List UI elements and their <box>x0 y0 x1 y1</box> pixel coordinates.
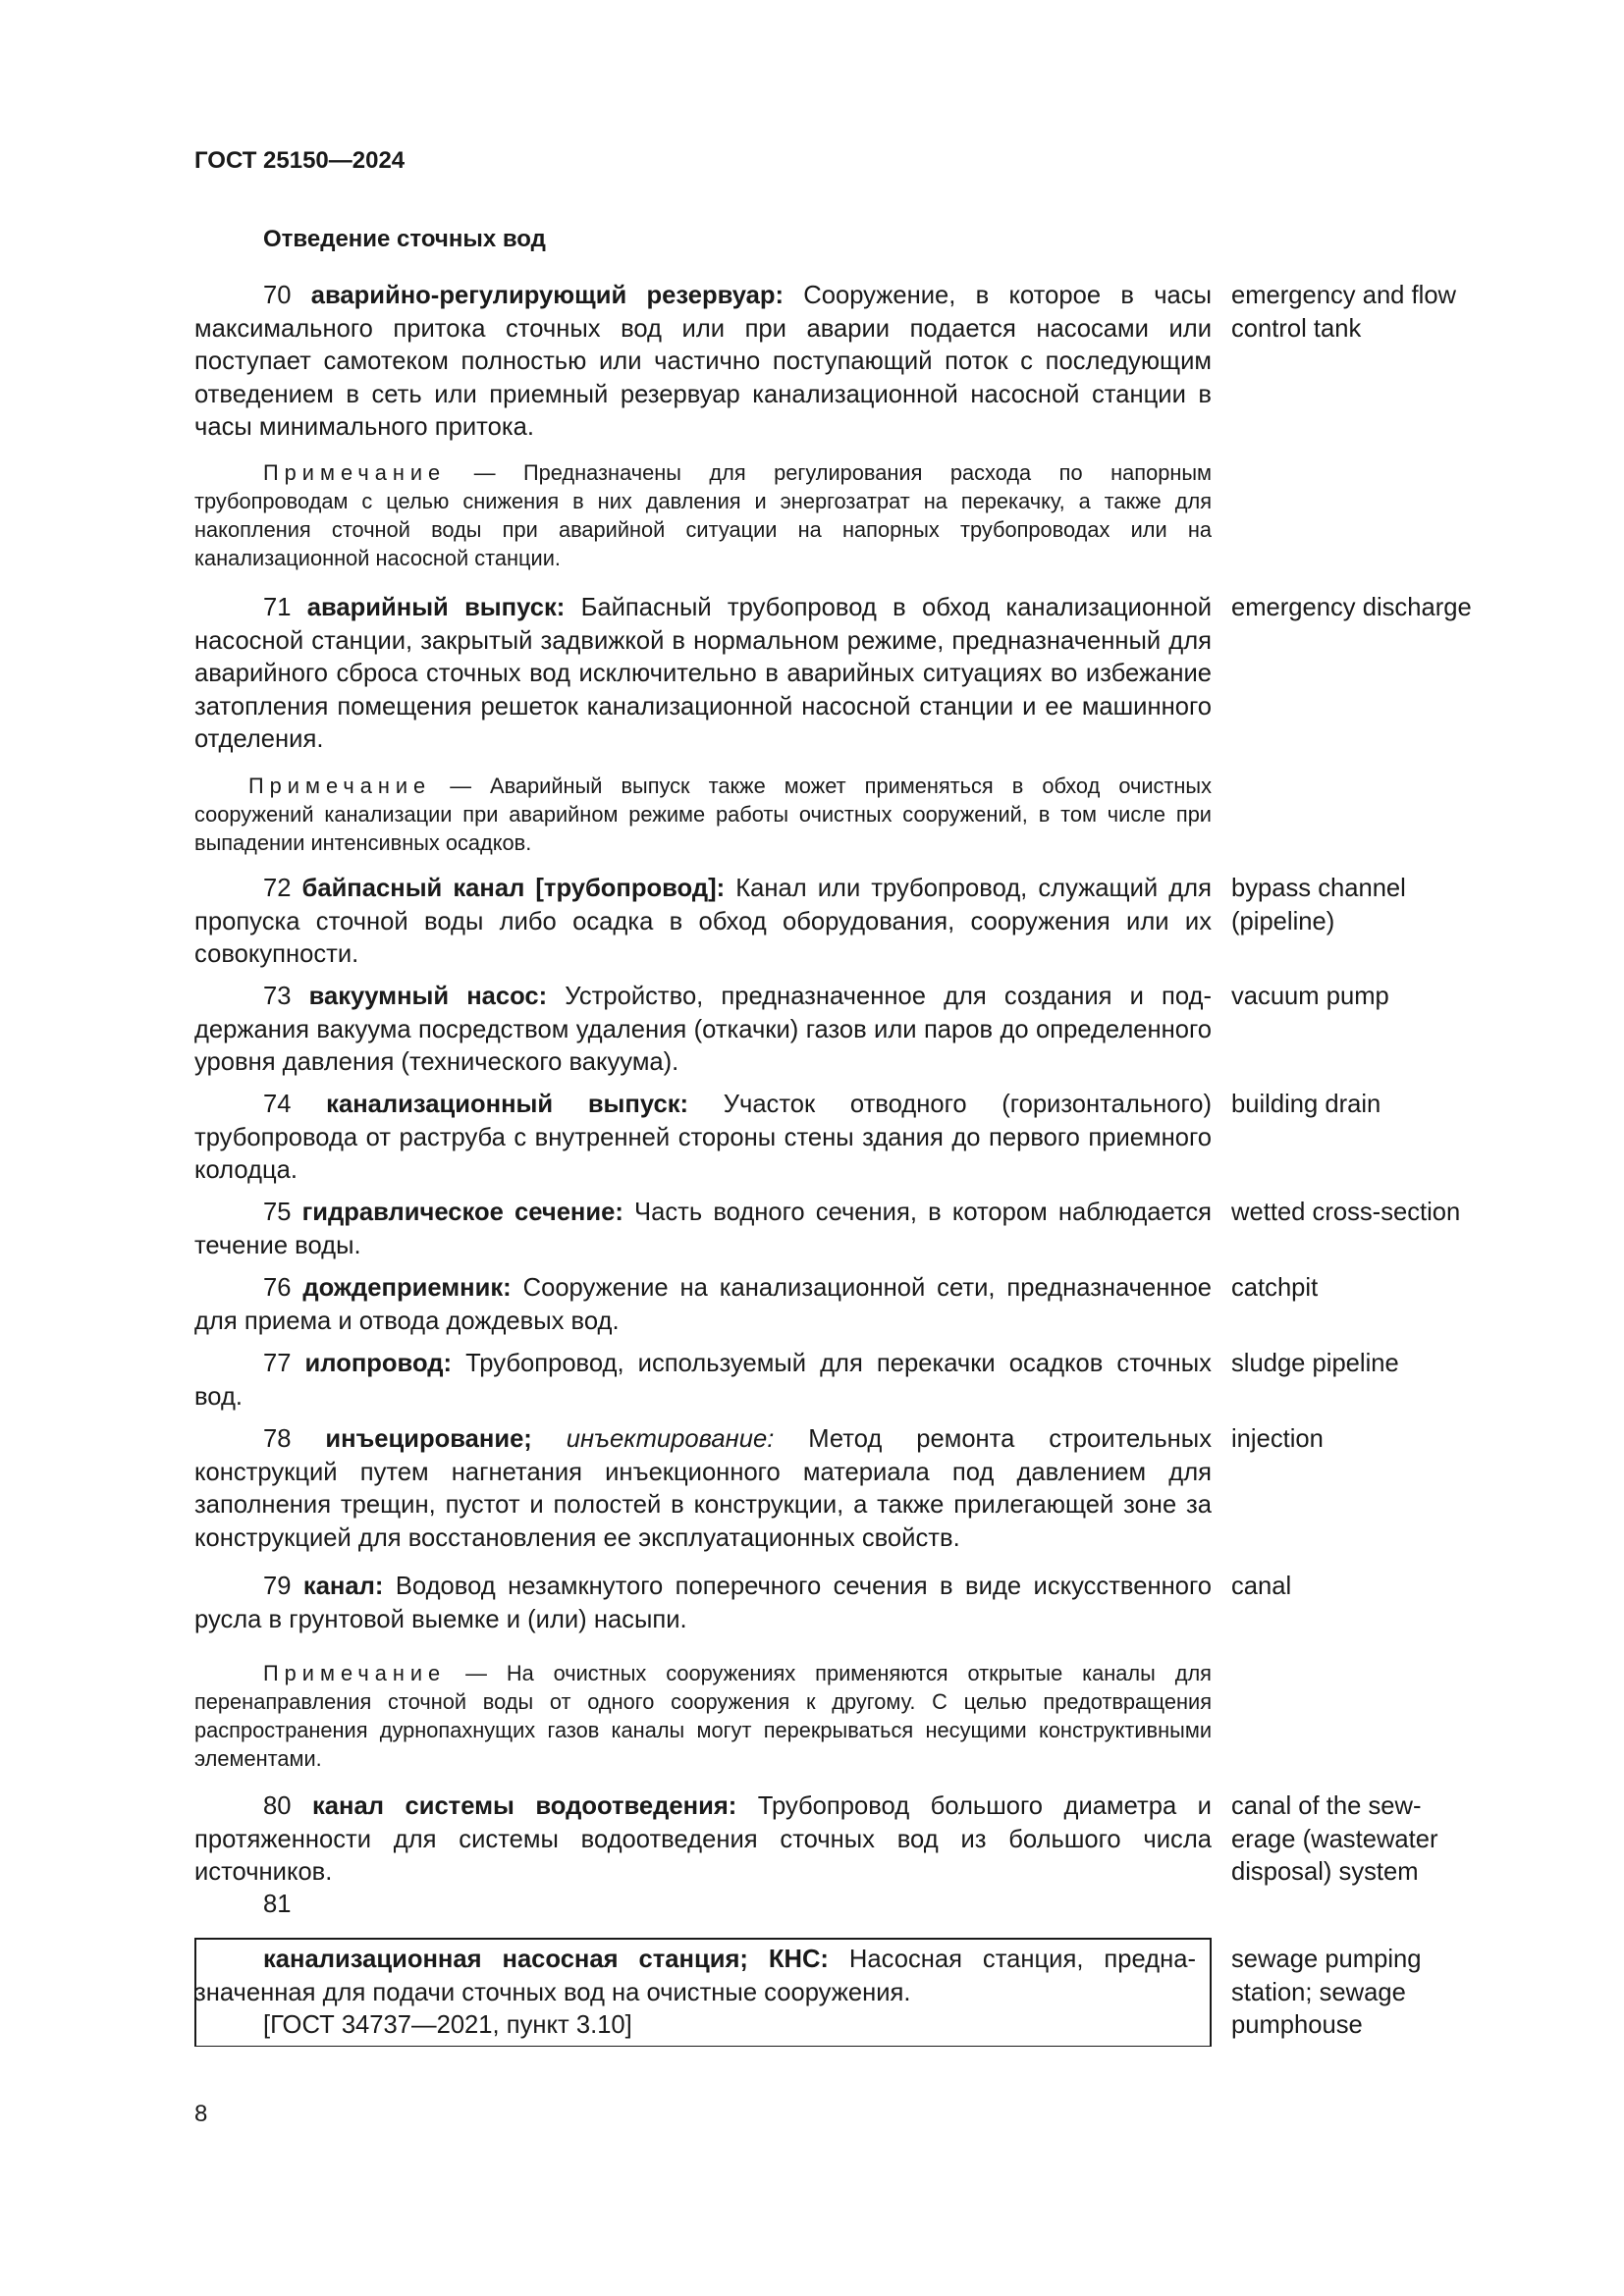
term-definition: Байпасный трубопровод в обход канализационной насосной станции, закрытый задвижкой в нормальном режиме, предназначенный для аварийного сброса сточных вод исключительно в аварийных ситуациях во избежание затопления помещения решеток канализационной насосной станции и ее машинного отделения. <box>194 594 1212 753</box>
term-entry-75 <box>194 1197 1212 1262</box>
note-text: — Предназначены для регулирования расхода по напорным трубопроводам с целью снижения в них давления и энергозатрат на перекачку, а также для накопления сточной воды при аварийной ситуации на напорных трубопроводах или на канализационной насосной станции. <box>194 460 1213 570</box>
term-english: sewage pumping station; sewage pumphouse <box>1231 1946 1422 2039</box>
term-entry-81 <box>194 1944 1196 2043</box>
term-name: аварийный выпуск: <box>306 594 566 621</box>
term-definition: Часть водного сечения, в котором наблюдается течение воды. <box>194 1199 1212 1259</box>
term-english: canal of the sewerage (wastewater disposal) system <box>1231 1792 1438 1886</box>
term-synonym: инъектирование: <box>566 1425 775 1453</box>
term-english: building drain <box>1231 1091 1381 1118</box>
frame-bottom-line <box>194 2046 1210 2047</box>
term-english: injection <box>1231 1425 1324 1453</box>
term-definition: Трубопровод, используемый для перекачки осадков сточных вод. <box>194 1350 1212 1411</box>
term-english: canal <box>1231 1573 1292 1600</box>
term-definition: Канал или трубопровод, служащий для пропуска сточной воды либо осадка в обход оборудования, сооружения или их совокупности. <box>194 875 1212 968</box>
note-label: Примечание <box>263 1661 447 1685</box>
term-number: 80 <box>263 1792 292 1820</box>
term-name: канал: <box>302 1573 384 1600</box>
term-entry-72 <box>194 873 1212 972</box>
term-name: инъецирование; <box>325 1425 532 1453</box>
note-label: Примечание <box>263 460 447 485</box>
term-note-79 <box>194 1659 1212 1773</box>
term-definition: Трубопровод большого диаметра и протяженности для системы водоотведения сточных вод из большого числа источников. <box>194 1792 1212 1886</box>
page-number: 8 <box>194 2101 208 2127</box>
term-english: emergency and flow control tank <box>1231 282 1457 343</box>
term-definition: Водовод незамкнутого поперечного сечения в виде искусственного русла в грунтовой выемке и (или) насыпи. <box>194 1573 1212 1633</box>
term-number: 74 <box>263 1091 292 1118</box>
term-number-81: 81 <box>263 1891 292 1918</box>
term-entry-74 <box>194 1089 1212 1188</box>
term-name: канализационный выпуск: <box>326 1091 689 1118</box>
term-name: канал системы водоотведения: <box>311 1792 737 1820</box>
term-definition: Участок отводного (горизонтального) трубопровода от раструба с внутренней стороны стены здания до первого приемного колодца. <box>194 1091 1212 1184</box>
term-entry-79 <box>194 1571 1212 1636</box>
term-english: emergency discharge <box>1231 594 1472 621</box>
term-source: [ГОСТ 34737—2021, пункт 3.10] <box>263 2011 632 2039</box>
note-text: — Аварийный выпуск также может применяться в обход очистных сооружений канализации при аварийном режиме работы очистных сооружений, в том числе при выпадении интенсивных осадков. <box>194 774 1212 855</box>
term-number: 73 <box>263 983 292 1010</box>
note-label: Примечание <box>248 774 432 798</box>
term-note-71 <box>194 772 1212 857</box>
term-english: wetted cross-section <box>1231 1199 1461 1226</box>
term-number: 71 <box>263 594 292 621</box>
term-number: 76 <box>263 1274 292 1302</box>
term-name: канализационная насосная станция; КНС: <box>263 1946 829 1973</box>
term-definition: Устройство, предназначенное для создания и поддержания вакуума посредством удаления (откачки) газов или паров до определенного уровня давления (технического вакуума). <box>194 983 1212 1076</box>
term-english: catchpit <box>1231 1274 1319 1302</box>
term-number: 79 <box>263 1573 292 1600</box>
term-note-70 <box>194 458 1212 572</box>
term-definition: Насосная станция, предназначенная для подачи сточных вод на очистные сооружения. <box>194 1946 1196 2006</box>
term-name: вакуумный насос: <box>308 983 548 1010</box>
term-entry-77 <box>194 1348 1212 1414</box>
term-name: байпасный канал [трубопровод]: <box>301 875 726 902</box>
term-number: 70 <box>263 282 292 309</box>
term-name: аварийно-регулирующий резервуар: <box>310 282 784 309</box>
term-entry-76 <box>194 1272 1212 1338</box>
document-header: ГОСТ 25150—2024 <box>194 147 406 174</box>
term-entry-78 <box>194 1423 1212 1555</box>
term-entry-73 <box>194 981 1212 1080</box>
term-number: 75 <box>263 1199 292 1226</box>
note-text: — На очистных сооружениях применяются открытые каналы для перенаправления сточной воды от одного сооружения к другому. С целью предотвращения распространения дурнопахнущих газов каналы могут перекрываться несущими конструктивными элементами. <box>194 1661 1212 1771</box>
term-english: sludge pipeline <box>1231 1350 1399 1377</box>
term-entry-70 <box>194 280 1212 445</box>
term-entry-71 <box>194 592 1212 757</box>
term-number: 77 <box>263 1350 292 1377</box>
term-english: vacuum pump <box>1231 983 1389 1010</box>
term-definition: Сооружение, в которое в часы максимального притока сточных вод или при аварии подается насосами или поступает самотеком полностью или частично поступающий поток с последующим отведением в сеть или приемный резервуар канализационной насосной станции в часы минимального притока. <box>194 282 1212 441</box>
section-title: Отведение сточных вод <box>263 226 546 252</box>
term-name: дождеприемник: <box>302 1274 512 1302</box>
term-entry-80 <box>194 1790 1212 1890</box>
term-number: 78 <box>263 1425 292 1453</box>
term-number: 72 <box>263 875 292 902</box>
term-name: гидравлическое сечение: <box>301 1199 623 1226</box>
term-english: bypass channel (pipeline) <box>1231 875 1406 935</box>
term-name: илопровод: <box>304 1350 453 1377</box>
term-definition: Метод ремонта строительных конструкций путем нагнетания инъекционного материала под давлением для заполнения трещин, пустот и полостей в конструкции, а также прилегающей зоне за конструкцией для восстановления ее эксплуатационных свойств. <box>194 1425 1212 1552</box>
term-definition: Сооружение на канализационной сети, предназначенное для приема и отвода дождевых вод. <box>194 1274 1212 1335</box>
